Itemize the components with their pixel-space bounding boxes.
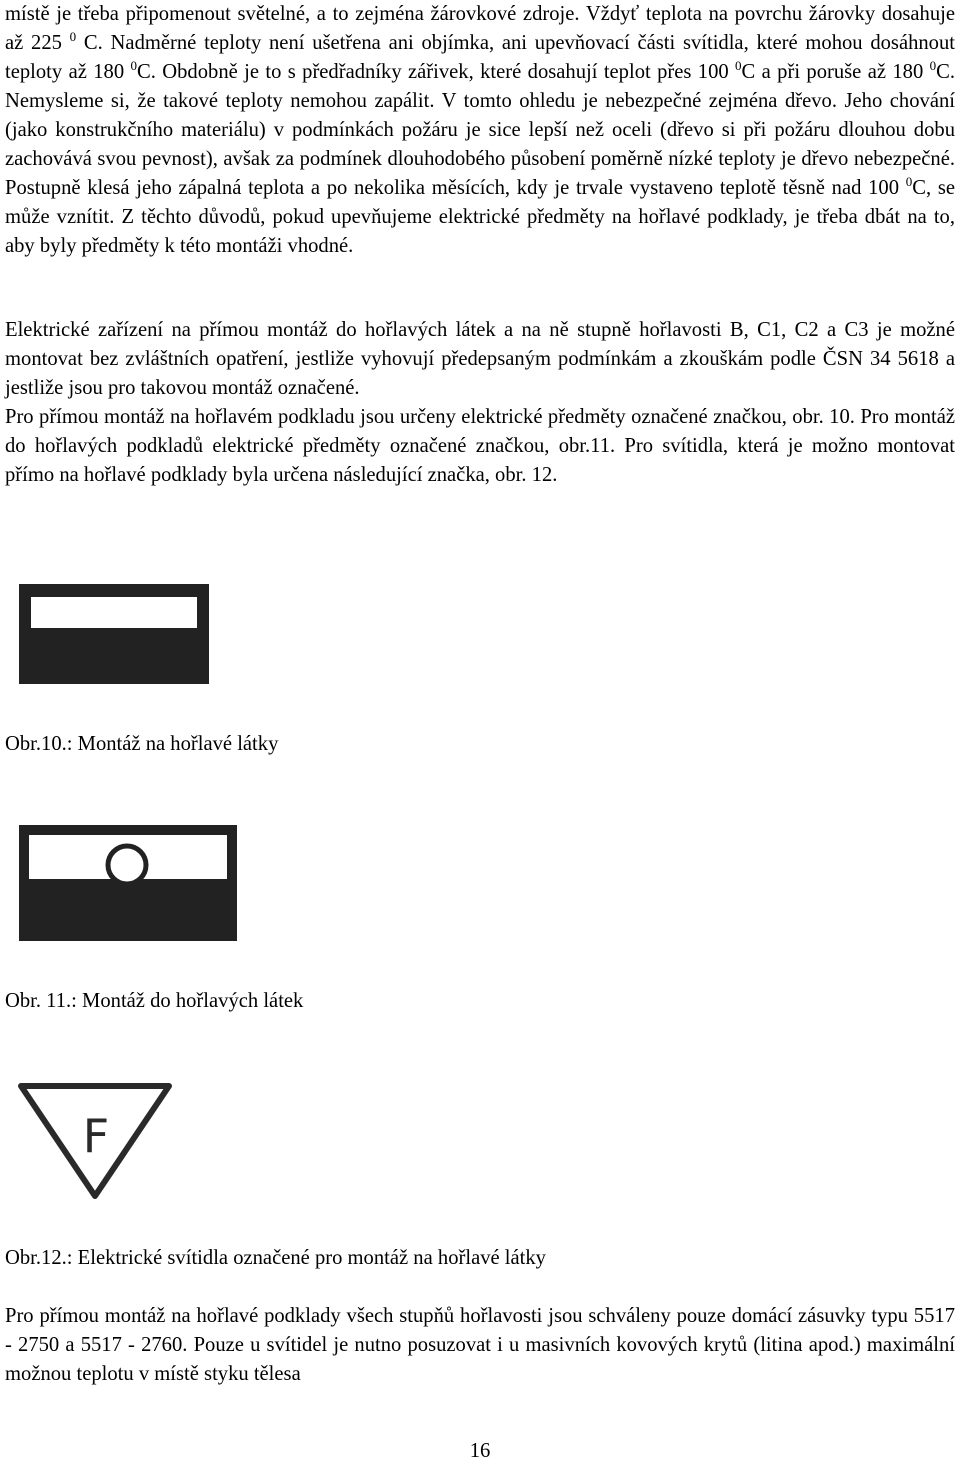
degree-superscript: 0	[735, 58, 742, 73]
paragraph-sockets: Pro přímou montáž na hořlavé podklady všech stupňů hořlavosti jsou schváleny pouze domácí zásuvky typu 5517 - 2750 a 5517 - 2760. Pouze u svítidel je nutno posuzovat i u masivních kovových krytů (litina apod.) maximální možnou teplotu v místě styku tělesa	[5, 1305, 955, 1385]
degree-superscript: 0	[130, 58, 137, 73]
figure-caption-12: Obr.12.: Elektrické svítidla označené pro montáž na hořlavé látky	[5, 1247, 546, 1269]
triangle-letter: F	[82, 1109, 110, 1163]
degree-superscript: 0	[905, 174, 913, 189]
f-triangle-symbol-icon	[5, 1072, 185, 1214]
degree-superscript: 0	[929, 58, 937, 73]
figure-caption-11: Obr. 11.: Montáž do hořlavých látek	[5, 990, 304, 1012]
paragraph-temperatures: místě je třeba připomenout světelné, a to zejména žárovkové zdroje. Vždyť teplota na povrchu žárovky dosahuje až 225 $^0$ C. Nadměrné teploty není ušetřena ani objímka, ani upevňovací části svítidla, které mohou dosáhnout teploty až 180 $^0$C. Obdobně je to s předřadníky zářivek, které dosahují teplot přes 100 $^0$C a při poruše až 180 $^0$C. Nemysleme si, že takové teploty nemohou zapálit. V tomto ohledu je nebezpečné zejména dřevo. Jeho chování (jako konstrukčního materiálu) v podmínkách požáru je sice lepší než oceli (dřevo si při požáru dlouhou dobu zachovává svou pevnost), avšak za podmínek dlouhodobého působení poměrně nízké teploty je dřevo nebezpečné. Postupně klesá jeho zápalná teplota a po nekolika měsících, kdy je trvale vystaveno teplotě těsně nad 100 $^0$C, se může vznítit. Z těchto důvodů, pokud upevňujeme elektrické předměty na hořlavé podklady, je třeba dbát na to, aby byly předměty k této montáži vhodné.	[5, 3, 956, 257]
mount-on-flammable-symbol-icon	[5, 572, 225, 696]
degree-superscript: 0	[69, 29, 77, 44]
mount-into-flammable-symbol-icon	[5, 815, 253, 957]
page-number: 16	[469, 1440, 491, 1462]
figure-caption-10: Obr.10.: Montáž na hořlavé látky	[5, 733, 279, 755]
paragraph-markings: Pro přímou montáž na hořlavém podkladu jsou určeny elektrické předměty označené značkou, obr. 10. Pro montáž do hořlavých podkladů elektrické předměty označené značkou, obr.11. Pro svítidla, která je možno montovat přímo na hořlavé podklady byla určena následující značka, obr. 12.	[5, 406, 955, 486]
paragraph-standard: Elektrické zařízení na přímou montáž do hořlavých látek a na ně stupně hořlavosti B, C1, C2 a C3 je možné montovat bez zvláštních opatření, jestliže vyhovují předepsaným podmínkám a zkouškám podle ČSN 34 5618 a jestliže jsou pro takovou montáž označené.	[5, 319, 955, 399]
